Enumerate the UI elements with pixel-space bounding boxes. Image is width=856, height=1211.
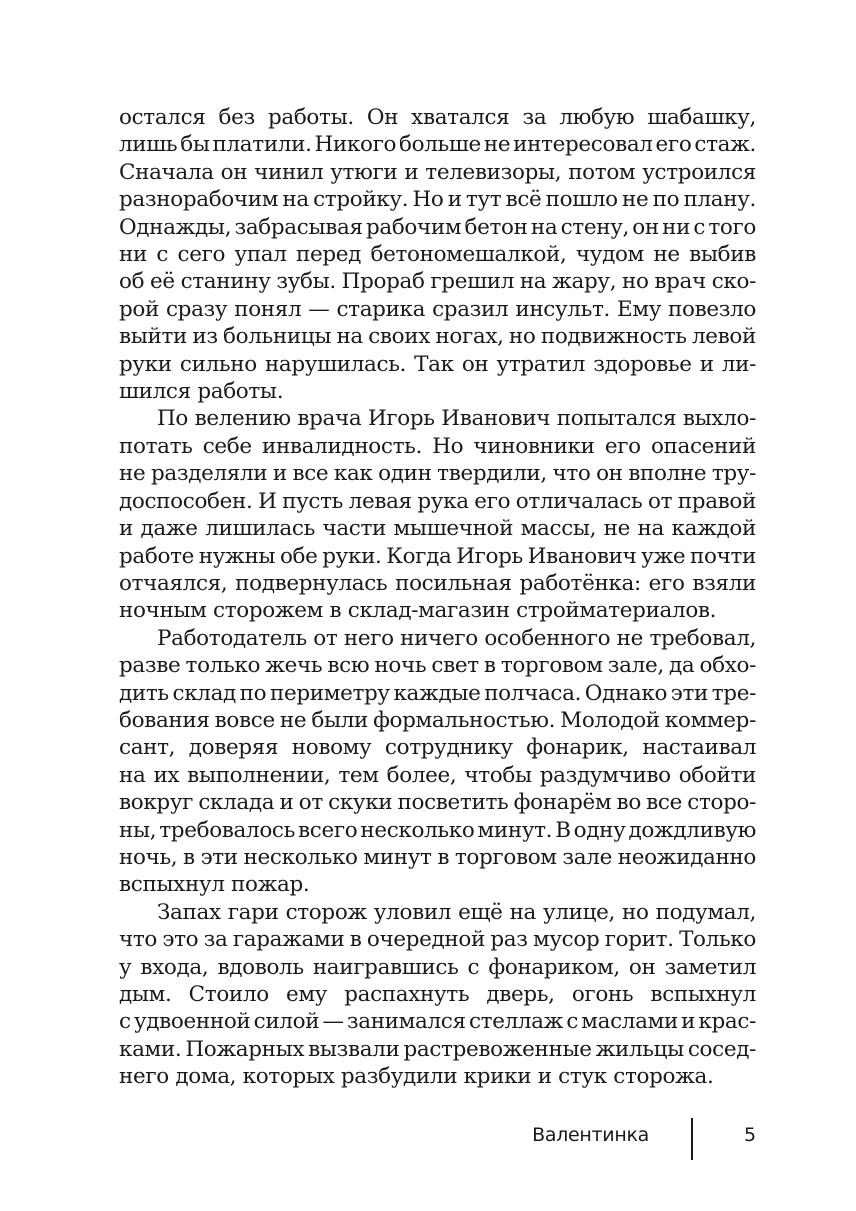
text-line: об её станину зубы. Прораб грешил на жару, но врач ско- (119, 269, 756, 295)
text-line: что это за гаражами в очередной раз мусор горит. Только (119, 927, 756, 953)
text-line: бования вовсе не были формальностью. Молодой коммер- (119, 707, 756, 733)
text-line: потать себе инвалидность. Но чиновники его опасений (119, 433, 756, 459)
text-line: ночным сторожем в склад-магазин стройматериалов. (119, 598, 717, 624)
text-line: остался без работы. Он хватался за любую шабашку, (119, 105, 756, 130)
text-line: ночь, в эти несколько минут в торговом зале неожиданно (119, 844, 756, 870)
text-line: на их выполнении, тем более, чтобы раздумчиво обойти (119, 762, 756, 788)
paragraph (119, 899, 756, 1091)
text-line: отчаялся, подвернулась посильная работёнка: его взяли (119, 570, 756, 596)
text-line: ны, требовалось всего несколько минут. В одну дождливую (119, 817, 756, 843)
text-line: вспыхнул пожар. (119, 872, 310, 898)
text-line: дым. Стоило ему распахнуть дверь, огонь вспыхнул (119, 982, 756, 1007)
text-line: доспособен. И пусть левая рука его отличалась от правой (119, 488, 756, 514)
text-line: По велению врача Игорь Иванович попытался выхло- (157, 406, 756, 432)
text-line: него дома, которых разбудили крики и стук сторожа. (119, 1064, 714, 1090)
text-line: руки сильно нарушилась. Так он утратил здоровье и ли- (119, 351, 756, 377)
text-line: Сначала он чинил утюги и телевизоры, потом устроился (119, 159, 756, 185)
text-line: ни с сего упал перед бетономешалкой, чудом не выбив (119, 242, 756, 268)
text-line: лишь бы платили. Никого больше не интересовал его стаж. (119, 132, 756, 158)
text-line: разнорабочим на стройку. Но и тут всё пошло не по плану. (119, 187, 756, 213)
text-line: у входа, вдоволь наигравшись с фонариком, он заметил (119, 954, 756, 980)
page-number: 5 (744, 1124, 757, 1146)
text-line: вокруг склада и от скуки посветить фонарём во все сторо- (119, 790, 756, 816)
text-line: дить склад по периметру каждые полчаса. Однако эти тре- (119, 680, 756, 706)
text-line: не разделяли и все как один твердили, что он вполне тру- (119, 461, 756, 487)
text-line: Однажды, забрасывая рабочим бетон на стену, он ни с того (119, 214, 756, 240)
text-line: сант, доверяя новому сотруднику фонарик, настаивал (119, 735, 756, 761)
body-text (119, 104, 756, 1091)
text-line: ками. Пожарных вызвали растревоженные жильцы сосед- (119, 1036, 756, 1062)
text-line: выйти из больницы на своих ногах, но подвижность левой (119, 324, 756, 350)
text-line: Работодатель от него ничего особенного не требовал, (157, 625, 756, 651)
text-line: и даже лишилась части мышечной массы, не на каждой (119, 516, 756, 542)
text-line: рой сразу понял — старика сразил инсульт. Ему повезло (119, 296, 756, 322)
running-title: Валентинка (532, 1124, 649, 1146)
text-line: разве только жечь всю ночь свет в торговом зале, да обхо- (119, 653, 756, 679)
footer-divider (691, 1118, 693, 1160)
page-footer (0, 1118, 856, 1160)
text-line: шился работы. (119, 379, 284, 405)
text-line: работе нужны обе руки. Когда Игорь Иванович уже почти (119, 543, 756, 569)
paragraph (119, 405, 756, 624)
text-line: Запах гари сторож уловил ещё на улице, но подумал, (157, 899, 756, 925)
paragraph (119, 104, 756, 405)
text-line: с удвоенной силой — занимался стеллаж с маслами и крас- (119, 1009, 756, 1035)
paragraph (119, 625, 756, 899)
